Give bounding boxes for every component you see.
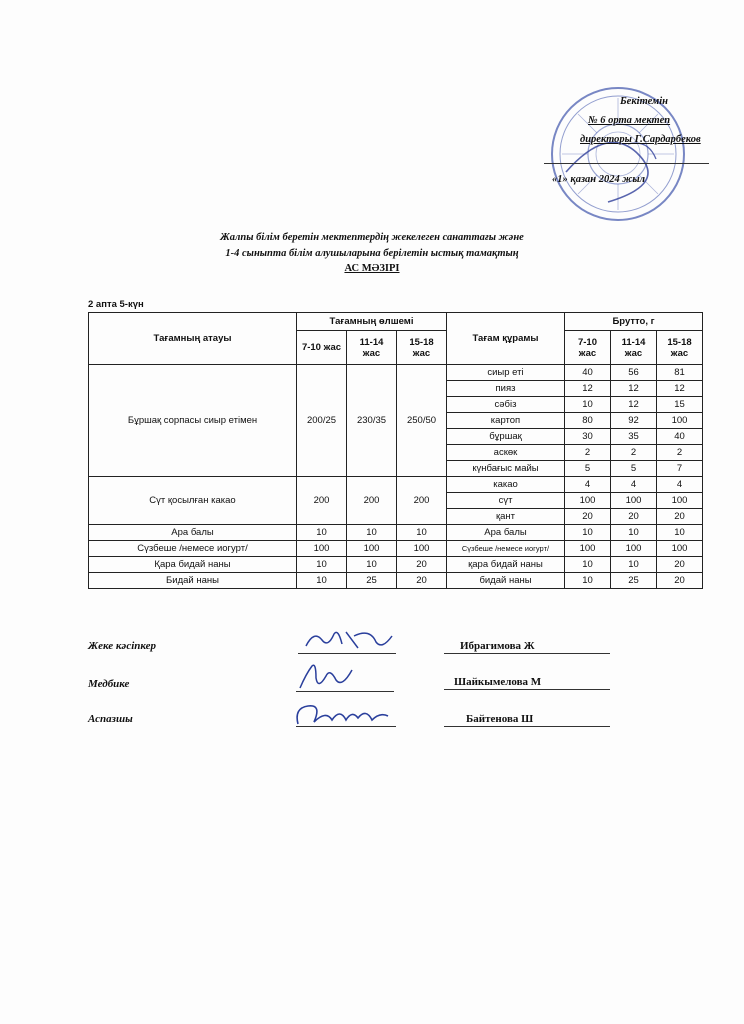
gross-cell: 20 — [657, 573, 703, 589]
portion-cell: 10 — [297, 573, 347, 589]
gross-cell: 100 — [565, 541, 611, 557]
table-row — [89, 573, 703, 589]
dish-name-cell: Қара бидай наны — [89, 557, 297, 573]
gross-cell: 100 — [657, 413, 703, 429]
gross-cell: 10 — [611, 557, 657, 573]
title-line-1: Жалпы білім беретін мектептердің жекелеген санаттағы және — [220, 232, 524, 243]
ingredient-cell: бидай наны — [447, 573, 565, 589]
gross-cell: 10 — [565, 573, 611, 589]
gross-cell: 40 — [657, 429, 703, 445]
name-line-1 — [444, 652, 610, 654]
document-title — [0, 230, 744, 277]
header-composition: Тағам құрамы — [447, 313, 565, 365]
name-line-2 — [444, 688, 610, 690]
header-gross-15-18: 15-18 жас — [657, 331, 703, 365]
gross-cell: 4 — [611, 477, 657, 493]
portion-cell: 230/35 — [347, 365, 397, 477]
header-portion-7-10: 7-10 жас — [297, 331, 347, 365]
signature-name-1: Ибрагимова Ж — [460, 640, 535, 652]
header-gross-7-10: 7-10 жас — [565, 331, 611, 365]
gross-cell: 5 — [565, 461, 611, 477]
header-dish-name: Тағамның атауы — [89, 313, 297, 365]
table-row — [89, 525, 703, 541]
gross-cell: 2 — [565, 445, 611, 461]
gross-cell: 5 — [611, 461, 657, 477]
ingredient-cell: Ара балы — [447, 525, 565, 541]
ingredient-cell: аскөк — [447, 445, 565, 461]
table-row — [89, 365, 703, 381]
portion-cell: 100 — [347, 541, 397, 557]
gross-cell: 40 — [565, 365, 611, 381]
handwritten-signature-1 — [300, 624, 395, 654]
header-gross: Брутто, г — [565, 313, 703, 331]
header-gross-11-14: 11-14 жас — [611, 331, 657, 365]
portion-cell: 10 — [297, 557, 347, 573]
name-line-3 — [444, 725, 610, 727]
dish-name-cell: Сүт қосылған какао — [89, 477, 297, 525]
signature-role-1: Жеке кәсіпкер — [88, 640, 157, 652]
approval-signature-line — [544, 149, 709, 164]
gross-cell: 35 — [611, 429, 657, 445]
gross-cell: 100 — [657, 541, 703, 557]
gross-cell: 12 — [657, 381, 703, 397]
title-line-2: 1-4 сыныпта білім алушыларына берілетін ыстық тамақтың — [225, 247, 519, 259]
table-row — [89, 541, 703, 557]
signature-role-3: Аспазшы — [88, 713, 133, 725]
ingredient-cell: сүт — [447, 493, 565, 509]
header-portion-15-18: 15-18 жас — [397, 331, 447, 365]
ingredient-cell: сәбіз — [447, 397, 565, 413]
menu-table — [88, 312, 703, 589]
ingredient-cell: Сүзбеше /немесе иогурт/ — [447, 541, 565, 557]
portion-cell: 200 — [297, 477, 347, 525]
portion-cell: 20 — [397, 557, 447, 573]
gross-cell: 30 — [565, 429, 611, 445]
portion-cell: 10 — [397, 525, 447, 541]
gross-cell: 10 — [565, 397, 611, 413]
portion-cell: 100 — [297, 541, 347, 557]
gross-cell: 7 — [657, 461, 703, 477]
gross-cell: 100 — [611, 493, 657, 509]
portion-cell: 20 — [397, 573, 447, 589]
approval-block — [540, 92, 725, 189]
gross-cell: 4 — [565, 477, 611, 493]
gross-cell: 10 — [565, 557, 611, 573]
gross-cell: 20 — [657, 509, 703, 525]
gross-cell: 81 — [657, 365, 703, 381]
gross-cell: 56 — [611, 365, 657, 381]
dish-name-cell: Сүзбеше /немесе иогурт/ — [89, 541, 297, 557]
ingredient-cell: сиыр еті — [447, 365, 565, 381]
gross-cell: 12 — [611, 397, 657, 413]
table-row — [89, 477, 703, 493]
portion-cell: 200/25 — [297, 365, 347, 477]
ingredient-cell: қара бидай наны — [447, 557, 565, 573]
approval-date: «1» қазан 2024 жыл — [552, 174, 646, 185]
gross-cell: 15 — [657, 397, 703, 413]
portion-cell: 10 — [347, 557, 397, 573]
portion-cell: 200 — [397, 477, 447, 525]
signature-name-3: Байтенова Ш — [466, 713, 534, 725]
gross-cell: 2 — [611, 445, 657, 461]
gross-cell: 20 — [657, 557, 703, 573]
portion-cell: 200 — [347, 477, 397, 525]
ingredient-cell: какао — [447, 477, 565, 493]
portion-cell: 25 — [347, 573, 397, 589]
handwritten-signature-3 — [292, 698, 392, 730]
gross-cell: 80 — [565, 413, 611, 429]
ingredient-cell: бұршақ — [447, 429, 565, 445]
ingredient-cell: картоп — [447, 413, 565, 429]
approval-title: Бекітемін — [620, 96, 668, 107]
portion-cell: 100 — [397, 541, 447, 557]
dish-name-cell: Бидай наны — [89, 573, 297, 589]
gross-cell: 100 — [657, 493, 703, 509]
ingredient-cell: қант — [447, 509, 565, 525]
signature-role-2: Медбике — [88, 678, 130, 690]
gross-cell: 92 — [611, 413, 657, 429]
approval-school: № 6 орта мектеп — [588, 115, 671, 126]
gross-cell: 2 — [657, 445, 703, 461]
signature-name-2: Шайкымелова М — [454, 676, 542, 688]
header-portion: Тағамның өлшемі — [297, 313, 447, 331]
portion-cell: 10 — [297, 525, 347, 541]
gross-cell: 12 — [565, 381, 611, 397]
handwritten-signature-2 — [296, 660, 366, 692]
title-line-3: АС МӘЗІРІ — [344, 263, 400, 274]
ingredient-cell: пияз — [447, 381, 565, 397]
dish-name-cell: Ара балы — [89, 525, 297, 541]
gross-cell: 100 — [611, 541, 657, 557]
gross-cell: 10 — [657, 525, 703, 541]
dish-name-cell: Бұршақ сорпасы сиыр етімен — [89, 365, 297, 477]
gross-cell: 100 — [565, 493, 611, 509]
header-portion-11-14: 11-14 жас — [347, 331, 397, 365]
gross-cell: 25 — [611, 573, 657, 589]
gross-cell: 4 — [657, 477, 703, 493]
gross-cell: 20 — [565, 509, 611, 525]
portion-cell: 10 — [347, 525, 397, 541]
gross-cell: 10 — [611, 525, 657, 541]
approval-director: директоры Г.Сардарбеков — [580, 134, 701, 145]
table-row — [89, 557, 703, 573]
week-day-label: 2 апта 5-күн — [88, 299, 144, 310]
gross-cell: 20 — [611, 509, 657, 525]
gross-cell: 10 — [565, 525, 611, 541]
ingredient-cell: күнбағыс майы — [447, 461, 565, 477]
gross-cell: 12 — [611, 381, 657, 397]
portion-cell: 250/50 — [397, 365, 447, 477]
